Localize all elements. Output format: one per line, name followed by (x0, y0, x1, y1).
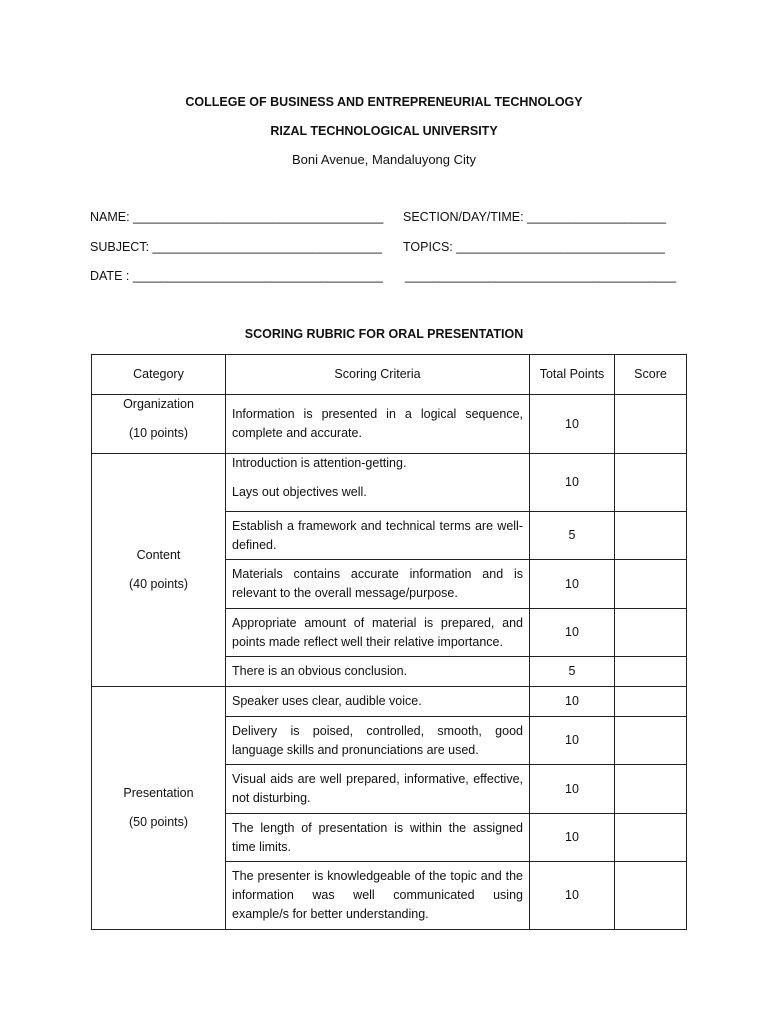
category-name: Organization (123, 397, 194, 411)
table-row (92, 395, 687, 454)
score-cell[interactable] (615, 512, 687, 560)
criteria-line: Introduction is attention-getting. (232, 456, 407, 470)
header-score: Score (615, 355, 687, 395)
college-heading: COLLEGE OF BUSINESS AND ENTREPRENEURIAL TECHNOLOGY (185, 95, 583, 109)
score-cell[interactable] (615, 454, 687, 512)
points-cell: 10 (530, 609, 615, 657)
category-points: (10 points) (128, 426, 189, 440)
section-field[interactable]: SECTION/DAY/TIME: ____________________ (403, 210, 667, 224)
address-line: Boni Avenue, Mandaluyong City (291, 152, 477, 167)
points-cell: 10 (530, 454, 615, 512)
points-cell: 10 (530, 395, 615, 454)
topics-continuation-field[interactable]: _______________________________________ (405, 269, 677, 283)
category-points: (40 points) (128, 577, 189, 591)
category-content (92, 454, 226, 687)
header-criteria: Scoring Criteria (226, 355, 530, 395)
score-cell[interactable] (615, 814, 687, 862)
score-cell[interactable] (615, 717, 687, 765)
header-total-points: Total Points (530, 355, 615, 395)
subject-field[interactable]: SUBJECT: _________________________________ (90, 240, 382, 254)
criteria-cell: The length of presentation is within the assigned time limits. (226, 814, 530, 862)
score-cell[interactable] (615, 765, 687, 814)
criteria-cell: The presenter is knowledgeable of the topic and the information was well communicated using example/s for better understanding. (226, 862, 530, 930)
points-cell: 10 (530, 560, 615, 609)
criteria-cell (226, 454, 530, 512)
points-cell: 10 (530, 717, 615, 765)
header-category: Category (92, 355, 226, 395)
score-cell[interactable] (615, 609, 687, 657)
category-points: (50 points) (128, 815, 189, 829)
criteria-cell: Information is presented in a logical sequence, complete and accurate. (226, 395, 530, 454)
university-heading: RIZAL TECHNOLOGICAL UNIVERSITY (270, 124, 498, 138)
table-header-row (92, 355, 687, 395)
score-cell[interactable] (615, 395, 687, 454)
criteria-cell: Establish a framework and technical terms are well-defined. (226, 512, 530, 560)
score-cell[interactable] (615, 862, 687, 930)
date-field[interactable]: DATE : ____________________________________ (90, 269, 384, 283)
points-cell: 5 (530, 512, 615, 560)
criteria-cell: Delivery is poised, controlled, smooth, good language skills and pronunciations are used. (226, 717, 530, 765)
table-row (92, 687, 687, 717)
points-cell: 10 (530, 814, 615, 862)
score-cell[interactable] (615, 687, 687, 717)
criteria-cell: Speaker uses clear, audible voice. (226, 687, 530, 717)
points-cell: 5 (530, 657, 615, 687)
criteria-cell: There is an obvious conclusion. (226, 657, 530, 687)
score-cell[interactable] (615, 560, 687, 609)
category-name: Content (136, 548, 181, 562)
criteria-line: Lays out objectives well. (232, 485, 367, 499)
category-organization (92, 395, 226, 454)
criteria-cell: Appropriate amount of material is prepared, and points made reflect well their relative importance. (226, 609, 530, 657)
category-presentation (92, 687, 226, 930)
points-cell: 10 (530, 862, 615, 930)
name-field[interactable]: NAME: ____________________________________ (90, 210, 384, 224)
topics-field[interactable]: TOPICS: ______________________________ (403, 240, 665, 254)
score-cell[interactable] (615, 657, 687, 687)
category-name: Presentation (123, 786, 194, 800)
criteria-cell: Visual aids are well prepared, informative, effective, not disturbing. (226, 765, 530, 814)
criteria-cell: Materials contains accurate information and is relevant to the overall message/purpose. (226, 560, 530, 609)
table-row (92, 454, 687, 512)
points-cell: 10 (530, 687, 615, 717)
rubric-table (91, 354, 687, 930)
rubric-title: SCORING RUBRIC FOR ORAL PRESENTATION (244, 327, 524, 341)
points-cell: 10 (530, 765, 615, 814)
